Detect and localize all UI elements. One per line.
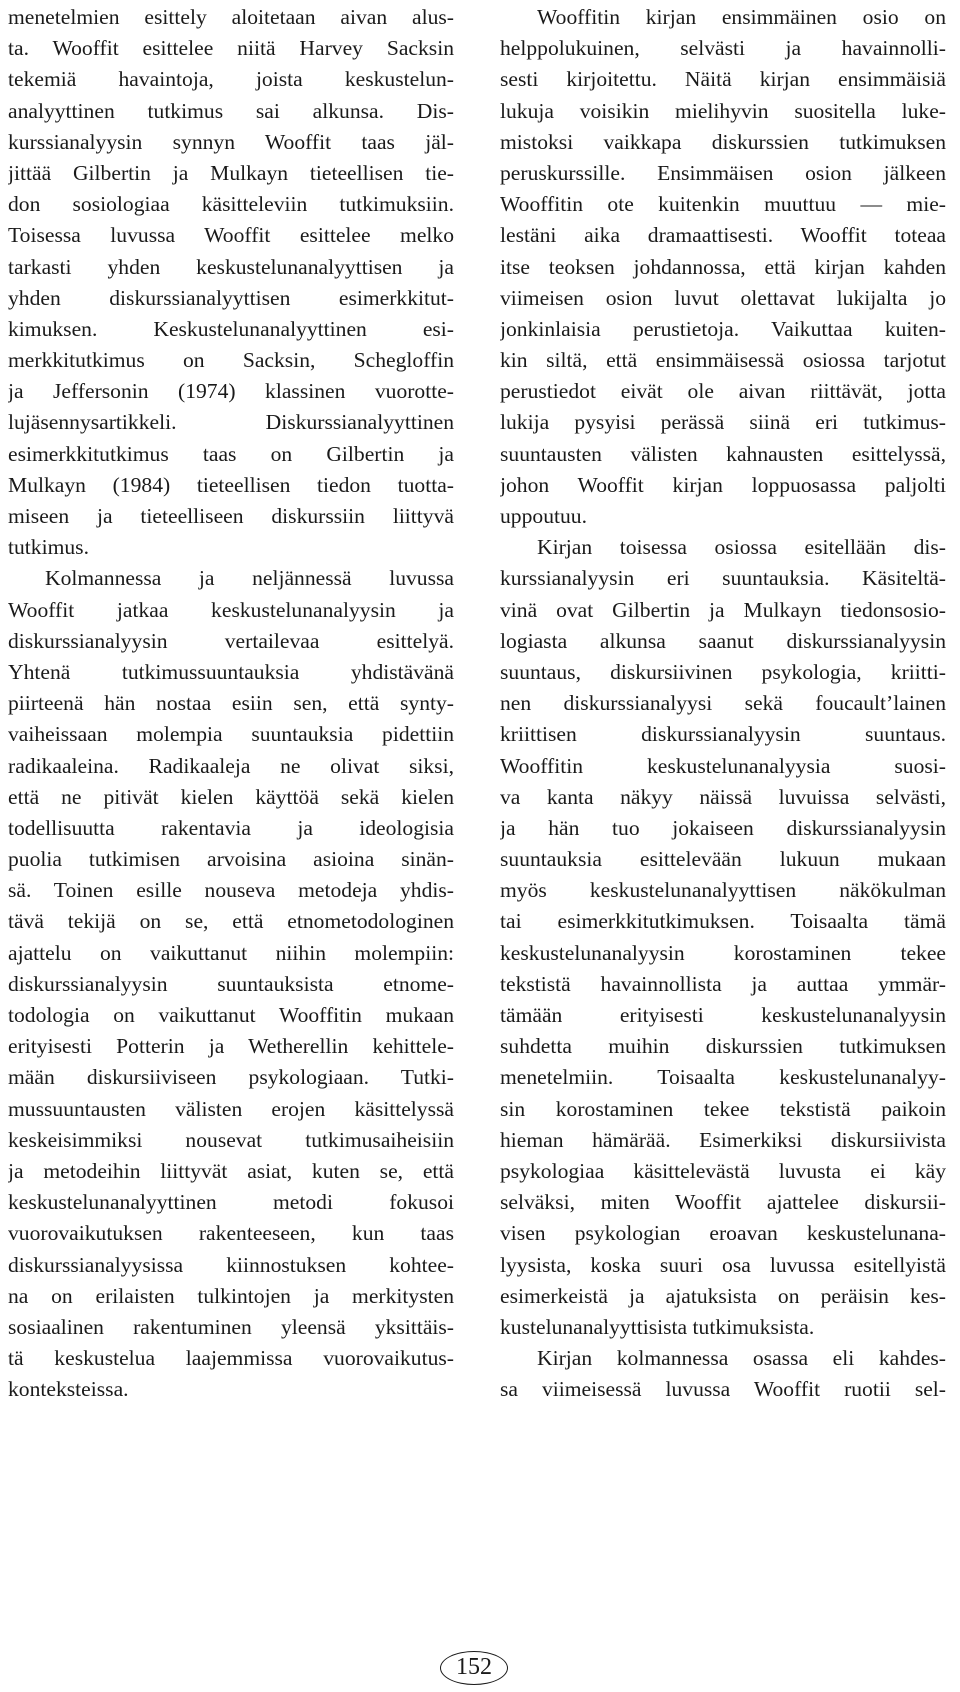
text-line: menetelmien esittely aloitetaan aivan alus- [8,5,454,29]
text-line: että ne pitivät kielen käyttöä sekä kielen [8,784,454,809]
text-line: Wooffit jatkaa keskustelunanalyysin ja [8,597,454,622]
text-line: johon Wooffit kirjan loppuosassa paljolti [500,472,946,497]
text-line: kimuksen. Keskustelunanalyyttinen esi- [8,316,454,341]
text-line: suhdetta muihin diskurssien tutkimuksen [500,1034,946,1059]
text-line: ja Jeffersonin (1974) klassinen vuorotte- [8,379,454,404]
text-line: diskurssianalyysissa kiinnostuksen kohtee- [8,1252,454,1277]
text-line: suuntausten välisten kahnausten esittelyssä, [500,441,946,466]
text-line: ta. Wooffit esittelee niitä Harvey Sacksin [8,36,454,61]
text-line: perustiedot eivät ole aivan riittävät, jotta [500,379,946,404]
text-line: sin korostaminen tekee tekstistä paikoin [500,1096,946,1121]
text-line: lukija pysyisi perässä siinä eri tutkimus- [500,410,946,435]
text-line: Wooffitin kirjan ensimmäinen osio on [537,5,946,29]
text-line: Kirjan kolmannessa osassa eli kahdes- [537,1346,946,1371]
text-line: don sosiologiaa käsitteleviin tutkimuksiin. [8,192,454,217]
text-line: uppoutuu. [500,504,587,528]
text-line: esimerkkitutkimus taas on Gilbertin ja [8,441,454,466]
text-line: mussuuntausten välisten erojen käsittelyssä [8,1096,454,1121]
text-line: hieman hämärää. Esimerkiksi diskursiivista [500,1127,946,1152]
text-line: miseen ja tieteelliseen diskurssiin liittyvä [8,504,454,528]
text-line: tä keskustelua laajemmissa vuorovaikutus- [8,1346,454,1371]
text-line: erityisesti Potterin ja Wetherellin kehittele- [8,1034,454,1059]
text-line: Kirjan toisessa osiossa esitellään dis- [537,535,946,560]
text-line: va kanta näkyy näissä luvuissa selvästi, [500,784,946,809]
text-line: nen diskurssianalyysi sekä foucault’lainen [500,691,946,716]
text-line: kustelunanalyyttisista tutkimuksista. [500,1314,815,1339]
text-line: Kolmannessa ja neljännessä luvussa [45,566,454,591]
text-line: todellisuutta rakentavia ja ideologisia [8,815,454,840]
text-line: kurssianalyysin eri suuntauksia. Käsiteltä- [500,566,946,591]
text-line: lyysista, koska suuri osa luvussa esitellyistä [500,1252,946,1277]
text-line: radikaaleina. Radikaaleja ne olivat siksi, [8,753,454,778]
text-line: vaiheissaan molempia suuntauksia pidettiin [8,722,454,747]
text-line: tarkasti yhden keskustelunanalyyttisen ja [8,254,454,279]
text-line: psykologiaa käsittelevästä luvusta ei käy [500,1158,946,1183]
text-line: mään diskursiiviseen psykologiaan. Tutki- [8,1065,454,1090]
text-line: keskustelunanalyyttinen metodi fokusoi [8,1190,454,1215]
text-line: lukuja voisikin mielihyvin suositella luke- [500,98,946,123]
text-line: vuorovaikutuksen rakenteeseen, kun taas [8,1221,454,1246]
text-line: piirteenä hän nostaa esiin sen, että synty- [8,691,454,716]
text-line: analyyttinen tutkimus sai alkunsa. Dis- [8,98,454,123]
text-line: tutkimus. [8,535,89,560]
left-text-column [8,2,454,1405]
text-line: helppolukuinen, selvästi ja havainnolli- [500,36,946,61]
text-line: ajattelu on vaikuttanut niihin molempiin: [8,940,454,965]
text-line: keskustelunanalyysin korostaminen tekee [500,940,946,965]
text-line: suuntauksia esittelevään lukuun mukaan [500,847,946,872]
text-line: myös keskustelunanalyyttisen näkökulman [500,878,946,903]
text-line: Wooffitin ote kuitenkin muuttuu — mie- [500,192,946,217]
text-line: sä. Toinen esille nouseva metodeja yhdis- [8,878,454,903]
text-line: ja hän tuo jokaiseen diskurssianalyysin [500,815,946,840]
text-line: tävä tekijä on se, että etnometodologinen [8,909,454,934]
right-text-column [500,2,946,1405]
text-line: selväksi, miten Wooffit ajattelee diskursii- [500,1190,946,1215]
text-line: sesti kirjoitettu. Näitä kirjan ensimmäisiä [500,67,946,92]
text-line: suuntaus, diskursiivinen psykologia, kriitti- [500,659,946,684]
text-line: jonkinlaisia perustietoja. Vaikuttaa kuiten- [500,316,946,341]
text-line: keskeisimmiksi nousevat tutkimusaiheisiin [8,1127,454,1152]
text-line: visen psykologian eroavan keskustelunana- [500,1221,946,1246]
text-line: todologia on vaikuttanut Wooffitin mukaan [8,1003,454,1027]
text-line: puolia tutkimisen arvoisina asioina sinän- [8,847,454,872]
text-line: diskurssianalyysin vertailevaa esittelyä. [8,628,454,653]
text-line: ja metodeihin liittyvät asiat, kuten se, että [8,1158,454,1183]
text-line: kin siltä, että ensimmäisessä osiossa tarjotut [500,348,946,373]
text-line: yhden diskurssianalyyttisen esimerkkitut- [8,285,454,310]
text-line: menetelmiin. Toisaalta keskustelunanalyy- [500,1065,946,1090]
text-line: logiasta alkunsa saanut diskurssianalyysin [500,628,946,653]
text-line: sa viimeisessä luvussa Wooffit ruotii sel- [500,1377,946,1402]
text-line: konteksteissa. [8,1377,129,1402]
text-line: kriittisen diskurssianalyysin suuntaus. [500,722,946,747]
text-line: diskurssianalyysin suuntauksista etnome- [8,971,454,996]
text-line: tämään erityisesti keskustelunanalyysin [500,1003,946,1027]
text-line: itse teoksen johdannossa, että kirjan kahden [500,254,946,279]
text-line: Toisessa luvussa Wooffit esittelee melko [8,223,454,248]
text-line: viimeisen osion luvut olettavat lukijalta jo [500,285,946,310]
text-line: tekstistä havainnollista ja auttaa ymmär- [500,971,946,996]
text-line: tai esimerkkitutkimuksen. Toisaalta tämä [500,909,946,934]
text-line: kurssianalyysin synnyn Wooffit taas jäl- [8,129,454,154]
text-line: mistoksi vaikkapa diskurssien tutkimuksen [500,129,946,154]
text-line: tekemiä havaintoja, joista keskustelun- [8,67,454,92]
text-line: peruskurssille. Ensimmäisen osion jälkeen [500,160,946,185]
text-line: Wooffitin keskustelunanalyysia suosi- [500,753,946,778]
text-line: jittää Gilbertin ja Mulkayn tieteellisen tie- [8,160,454,185]
text-line: merkkitutkimus on Sacksin, Schegloffin [8,348,454,373]
text-line: lestäni aika dramaattisesti. Wooffit toteaa [500,223,946,248]
text-line: lujäsennysartikkeli. Diskurssianalyyttinen [8,410,454,435]
page-number: 152 [440,1651,508,1685]
text-line: na on erilaisten tulkintojen ja merkitysten [8,1283,454,1308]
text-line: esimerkeistä ja ajatuksista on peräisin kes- [500,1283,946,1308]
text-line: sosiaalinen rakentuminen yleensä yksittäis- [8,1314,454,1339]
text-line: vinä ovat Gilbertin ja Mulkayn tiedonsosio- [500,597,946,622]
text-line: Yhtenä tutkimussuuntauksia yhdistävänä [8,659,454,684]
text-line: Mulkayn (1984) tieteellisen tiedon tuotta- [8,472,454,497]
